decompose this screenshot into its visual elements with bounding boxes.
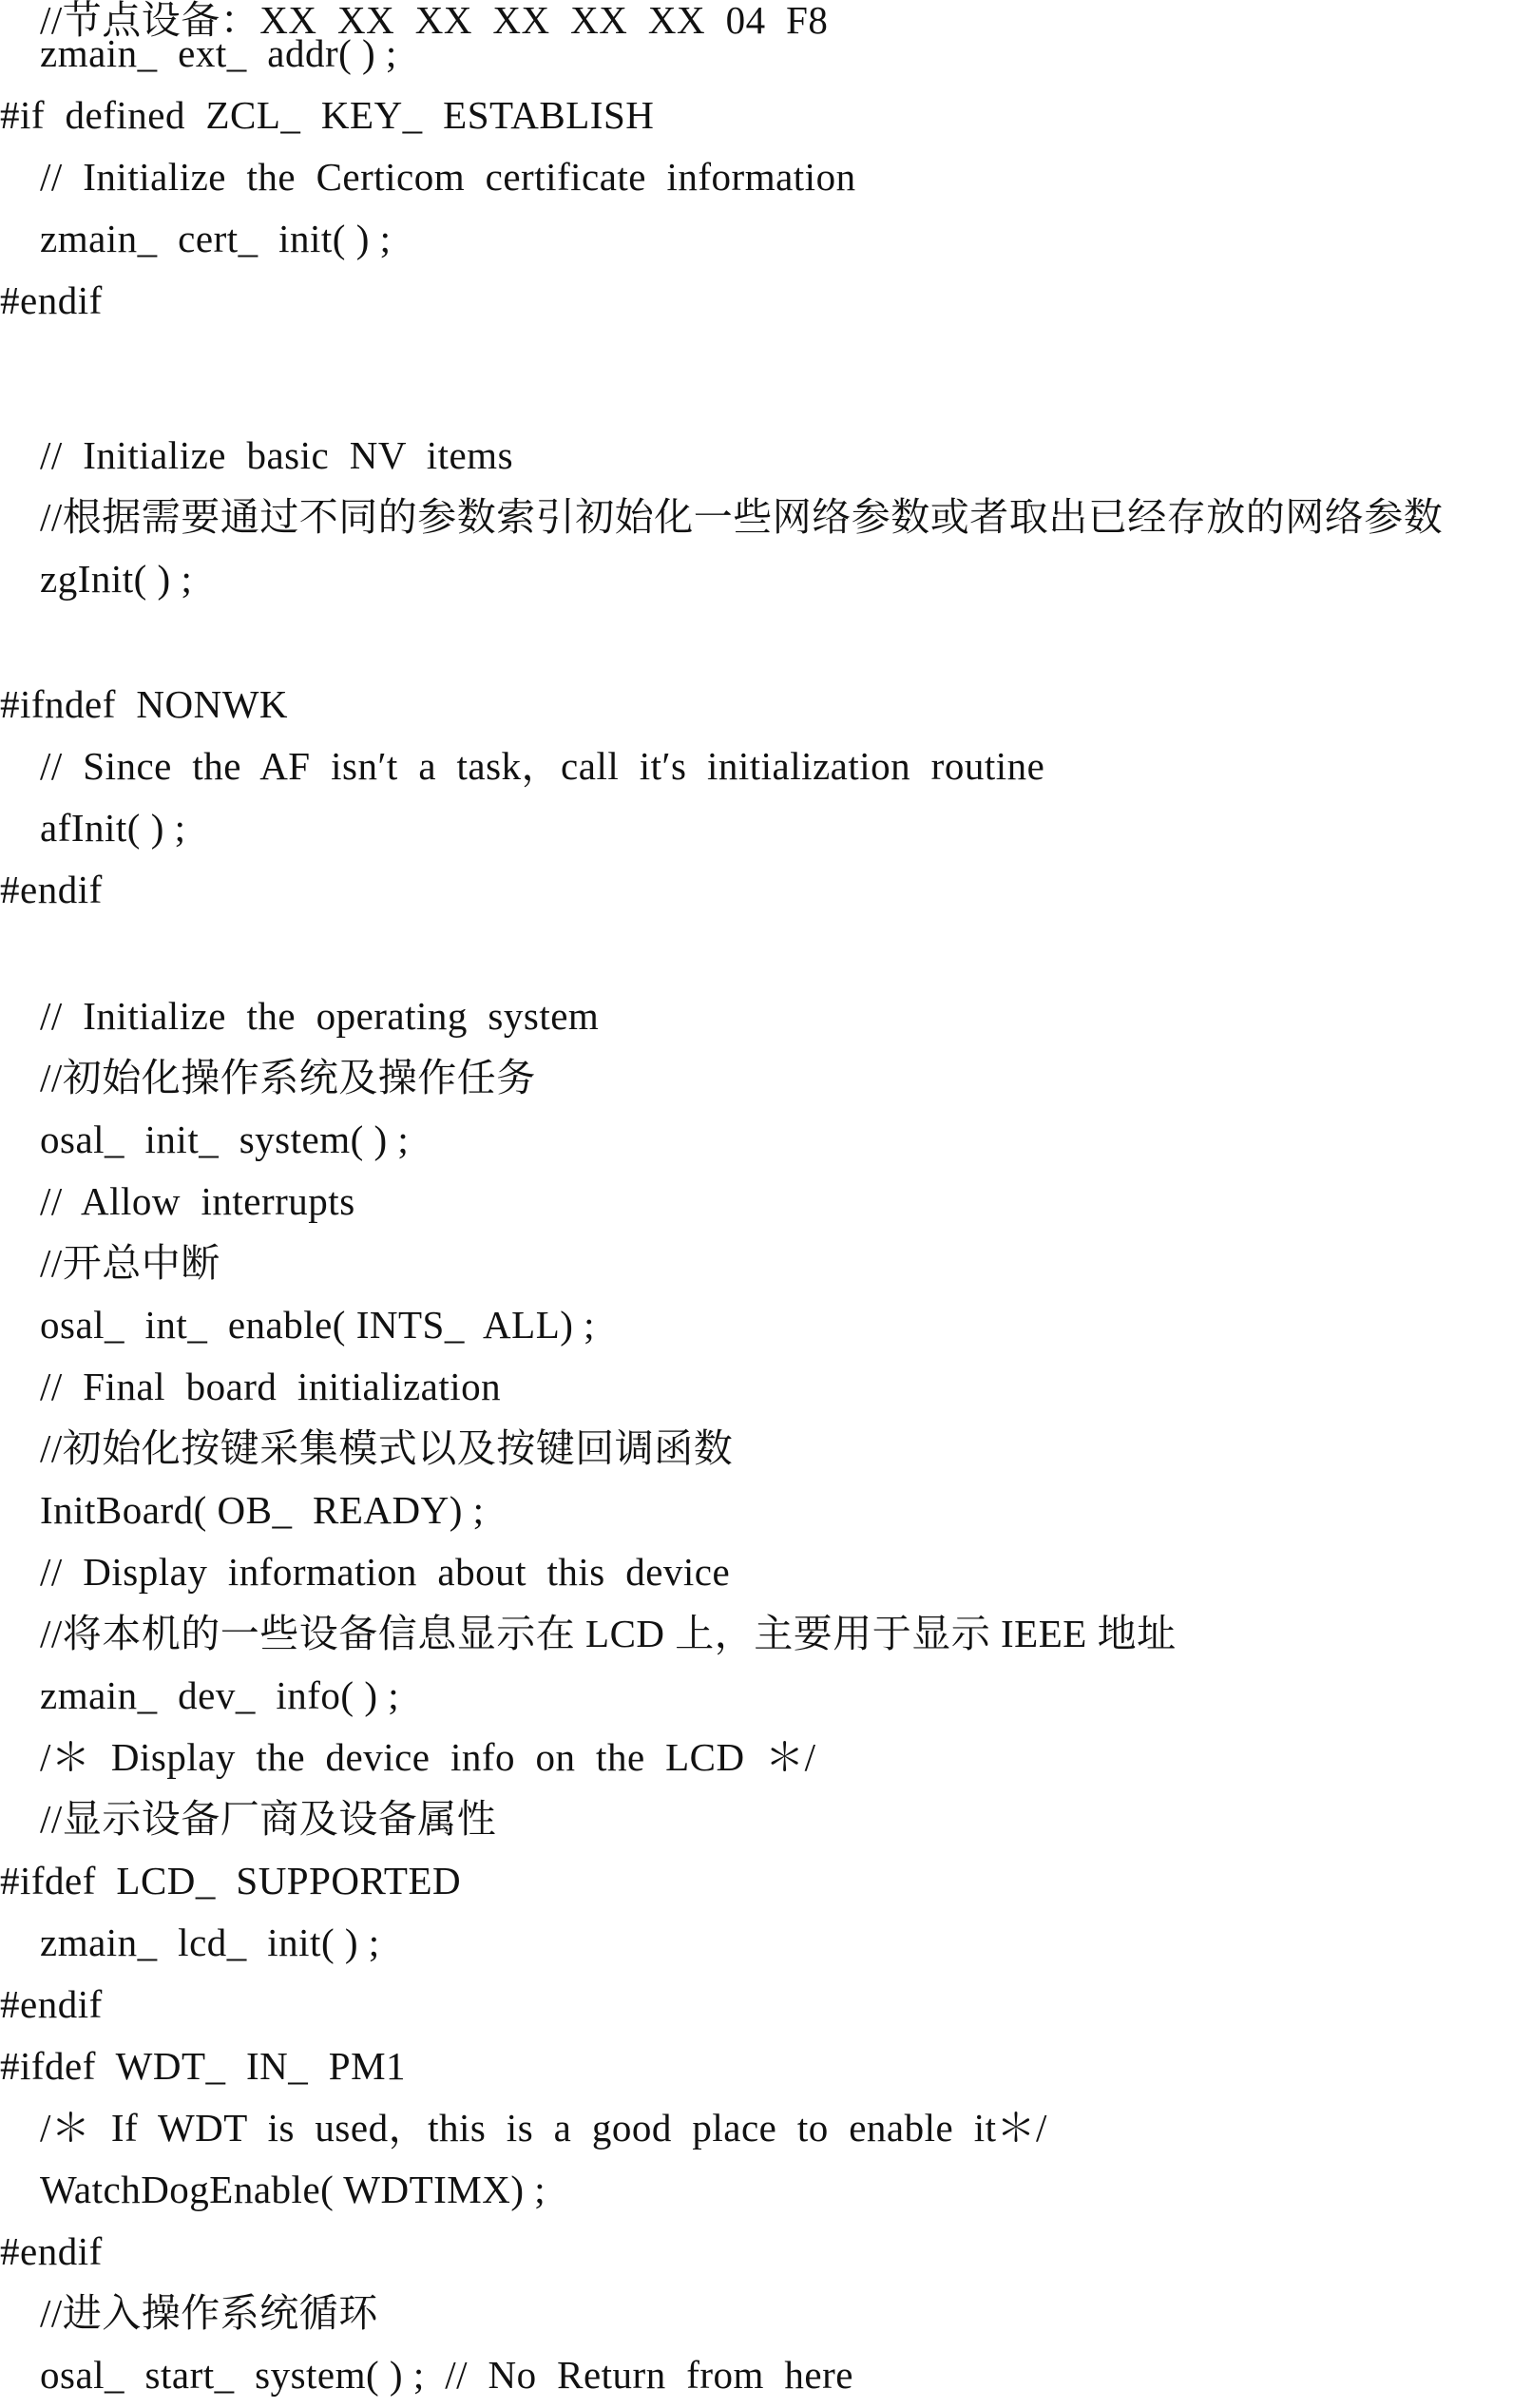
code-line: zmain_ cert_ init( ) ;: [40, 217, 392, 260]
preprocessor-line: #endif: [0, 868, 103, 911]
code-line: InitBoard( OB_ READY) ;: [40, 1488, 485, 1532]
comment-line: // Final board initialization: [40, 1365, 502, 1408]
comment-line: // Display information about this device: [40, 1550, 731, 1594]
code-line: afInit( ) ;: [40, 806, 186, 850]
comment-line: /＊ Display the device info on the LCD ＊/: [40, 1735, 816, 1779]
comment-line: // Initialize basic NV items: [40, 433, 514, 477]
comment-line: //显示设备厂商及设备属性: [40, 1797, 497, 1841]
comment-line: //进入操作系统循环: [40, 2291, 378, 2335]
code-line: zmain_ dev_ info( ) ;: [40, 1673, 400, 1717]
preprocessor-line: #ifdef WDT_ IN_ PM1: [0, 2044, 407, 2088]
preprocessor-line: #ifdef LCD_ SUPPORTED: [0, 1859, 462, 1902]
code-line: WatchDogEnable( WDTIMX) ;: [40, 2168, 546, 2211]
code-line: osal_ init_ system( ) ;: [40, 1118, 410, 1161]
comment-line: // Allow interrupts: [40, 1179, 355, 1223]
preprocessor-line: #if defined ZCL_ KEY_ ESTABLISH: [0, 93, 655, 137]
code-line: osal_ int_ enable( INTS_ ALL) ;: [40, 1303, 596, 1347]
preprocessor-line: #endif: [0, 278, 103, 322]
comment-line: //初始化操作系统及操作任务: [40, 1056, 536, 1099]
preprocessor-line: #endif: [0, 2229, 103, 2273]
comment-line: //将本机的一些设备信息显示在 LCD 上，主要用于显示 IEEE 地址: [40, 1612, 1177, 1655]
comment-line: //初始化按键采集模式以及按键回调函数: [40, 1426, 734, 1470]
code-line: zmain_ ext_ addr( ) ;: [40, 31, 397, 75]
comment-line: // Initialize the operating system: [40, 994, 600, 1038]
preprocessor-line: #ifndef NONWK: [0, 682, 289, 726]
preprocessor-line: #endif: [0, 1982, 103, 2026]
code-line: zmain_ lcd_ init( ) ;: [40, 1921, 380, 1964]
comment-line: // Since the AF isn′t a task，call it′s initialization routine: [40, 744, 1045, 788]
comment-line: // Initialize the Certicom certificate information: [40, 155, 856, 199]
comment-line: //开总中断: [40, 1241, 220, 1285]
comment-line: /＊ If WDT is used，this is a good place to enable it＊/: [40, 2106, 1047, 2150]
code-line: osal_ start_ system( ) ; // No Return from here: [40, 2353, 853, 2397]
code-line: //节点设备：XX XX XX XX XX XX 04 F8: [40, 0, 829, 42]
comment-line: //根据需要通过不同的参数索引初始化一些网络参数或者取出已经存放的网络参数: [40, 495, 1444, 539]
code-line: zgInit( ) ;: [40, 557, 193, 601]
